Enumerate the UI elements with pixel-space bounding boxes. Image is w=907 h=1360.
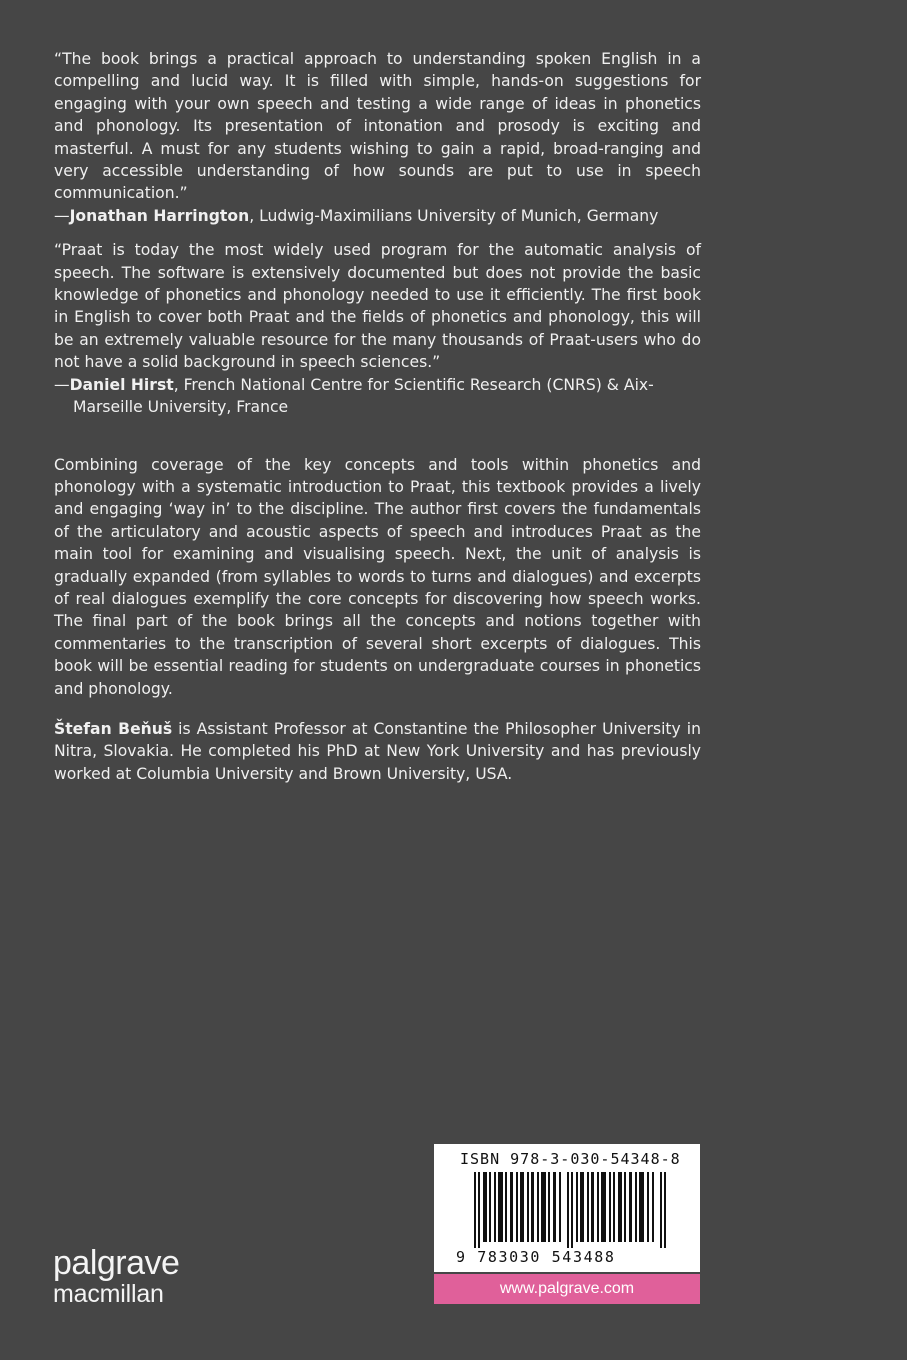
endorser-affiliation: , Ludwig-Maximilians University of Munich, Germany — [249, 206, 659, 225]
attribution-dash: — — [54, 206, 70, 225]
isbn-label: ISBN 978-3-030-54348-8 — [460, 1150, 681, 1168]
endorsement-attribution-2 — [54, 374, 701, 419]
publisher-website: www.palgrave.com — [434, 1274, 700, 1304]
endorser-name: Daniel Hirst — [69, 375, 174, 394]
isbn-barcode-box — [434, 1144, 700, 1272]
author-name: Štefan Beňuš — [54, 719, 173, 738]
publisher-logo-line2: macmillan — [53, 1280, 164, 1308]
endorser-name: Jonathan Harrington — [69, 206, 250, 225]
barcode-digits: 9 783030 543488 — [456, 1248, 616, 1266]
endorser-affiliation: , French National Centre for Scientific Research (CNRS) & Aix-Marseille University, France — [73, 375, 654, 417]
endorsement-quote-2: “Praat is today the most widely used program for the automatic analysis of speech. The software is extensively documented but does not provide the basic knowledge of phonetics and phonology needed to use it efficiently. The first book in English to cover both Praat and the fields of phonetics and phonology, this will be an extremely valuable resource for the many thousands of Praat-users who do not have a solid background in speech sciences.” — [54, 241, 701, 372]
publisher-logo — [53, 1246, 179, 1308]
author-bio — [54, 718, 701, 785]
barcode-icon — [474, 1172, 668, 1248]
author-bio-text: is Assistant Professor at Constantine the Philosopher University in Nitra, Slovakia. He completed his PhD at New York University and has previously worked at Columbia University and Brown University, USA. — [54, 719, 702, 783]
back-cover-text — [54, 48, 701, 785]
endorsement-quote-1: “The book brings a practical approach to understanding spoken English in a compelling and lucid way. It is filled with simple, hands-on suggestions for engaging with your own speech and testing a wide range of ideas in phonetics and phonology. Its presentation of intonation and prosody is exciting and masterful. A must for any students wishing to gain a rapid, broad-ranging and very accessible understanding of how sounds are put to use in speech communication.” — [54, 50, 701, 203]
book-description: Combining coverage of the key concepts and tools within phonetics and phonology with a systematic introduction to Praat, this textbook provides a lively and engaging ‘way in’ to the discipline. The author first covers the fundamentals of the articulatory and acoustic aspects of speech and introduces Praat as the main tool for examining and visualising speech. Next, the unit of analysis is gradually expanded (from syllables to words to turns and dialogues) and excerpts of real dialogues exemplify the core concepts for discovering how speech works. The final part of the book brings all the concepts and notions together with commentaries to the transcription of several short excerpts of dialogues. This book will be essential reading for students on undergraduate courses in phonetics and phonology. — [54, 455, 701, 698]
attribution-dash: — — [54, 375, 70, 394]
publisher-logo-line1: palgrave — [53, 1244, 180, 1282]
endorsement-attribution-1 — [54, 205, 701, 227]
